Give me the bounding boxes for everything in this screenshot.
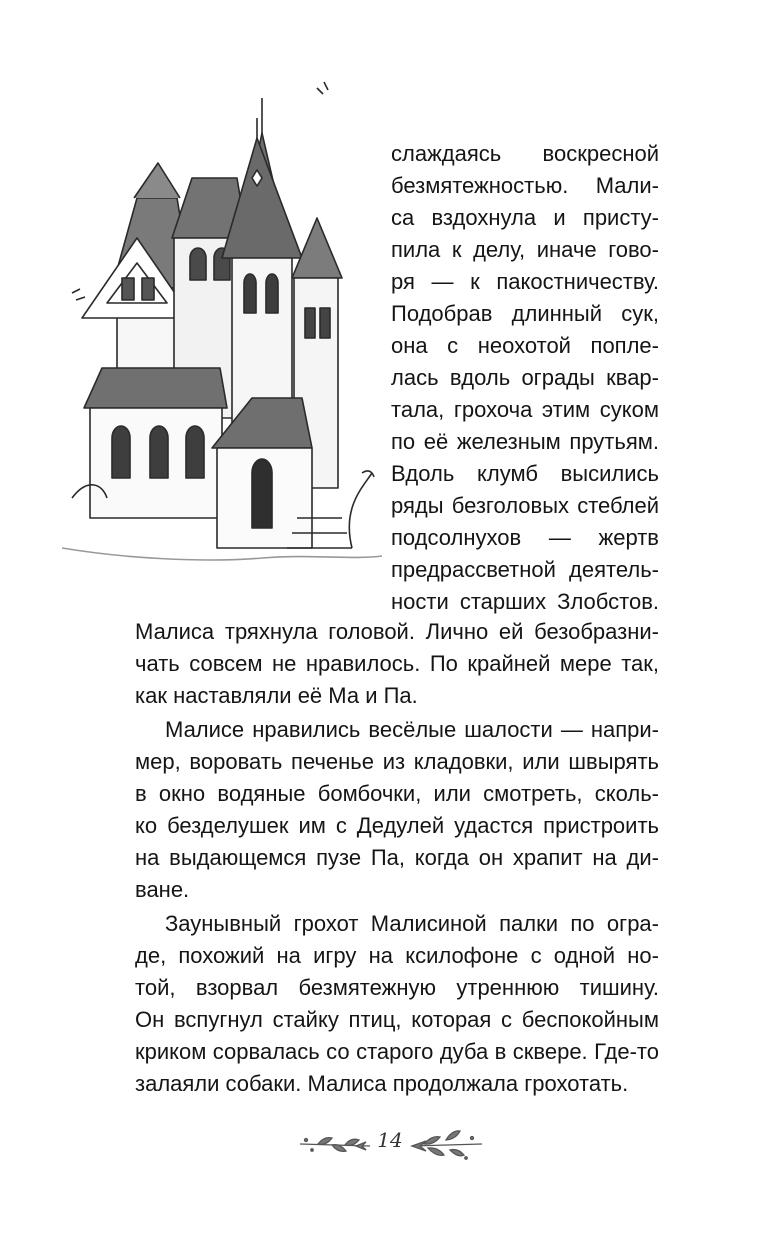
text-line: ко безделушек им с Дедулей удастся пристроить xyxy=(135,813,659,838)
text-line: Заунывный грохот Малисиной палки по огра- xyxy=(165,911,659,936)
text-line: са вздохнула и присту- xyxy=(391,205,659,230)
text-line: ване. xyxy=(135,877,190,902)
text-line: Малисе нравились весёлые шалости — напри- xyxy=(165,717,659,742)
text-line: Подобрав длинный сук, xyxy=(391,301,659,326)
text-line: слаждаясь воскресной xyxy=(391,141,659,166)
text-line: мер, воровать печенье из кладовки, или швырять xyxy=(135,749,659,774)
page-number: 14 xyxy=(377,1128,403,1152)
text-line: Он вспугнул стайку птиц, которая с беспокойным xyxy=(135,1007,659,1032)
text-line: чать совсем не нравилось. По крайней мере так, xyxy=(135,651,659,676)
text-line: ряды безголовых стеблей xyxy=(391,493,659,518)
text-line: криком сорвалась со старого дуба в сквере. Где-то xyxy=(135,1039,659,1064)
text-line: подсолнухов — жертв xyxy=(391,525,659,550)
text-line: де, похожий на игру на ксилофоне с одной но- xyxy=(135,943,659,968)
text-line: в окно водяные бомбочки, или смотреть, сколь- xyxy=(135,781,659,806)
text-line: безмятежностью. Мали- xyxy=(391,173,659,198)
text-line: на выдающемся пузе Па, когда он храпит на ди- xyxy=(135,845,659,870)
text-line: Малиса тряхнула головой. Лично ей безобразни- xyxy=(135,619,659,644)
text-line: Вдоль клумб высились xyxy=(391,461,659,486)
text-line: ности старших Злобстов. xyxy=(391,589,659,614)
text-line: лась вдоль ограды квар- xyxy=(391,365,659,390)
text-line: ря — к пакостничеству. xyxy=(391,269,659,294)
text-line: залаяли собаки. Малиса продолжала грохотать. xyxy=(135,1071,629,1096)
text-line: по её железным прутьям. xyxy=(391,429,659,454)
text-line: тала, грохоча этим суком xyxy=(391,397,659,422)
page-footer xyxy=(290,1118,490,1174)
gothic-mansion-illustration xyxy=(62,78,392,578)
text-line: как наставляли её Ма и Па. xyxy=(135,683,418,708)
text-line: той, взорвал безмятежную утреннюю тишину. xyxy=(135,975,659,1000)
text-line: она с неохотой попле- xyxy=(391,333,659,358)
text-line: предрассветной деятель- xyxy=(391,557,659,582)
text-line: пила к делу, иначе гово- xyxy=(391,237,659,262)
